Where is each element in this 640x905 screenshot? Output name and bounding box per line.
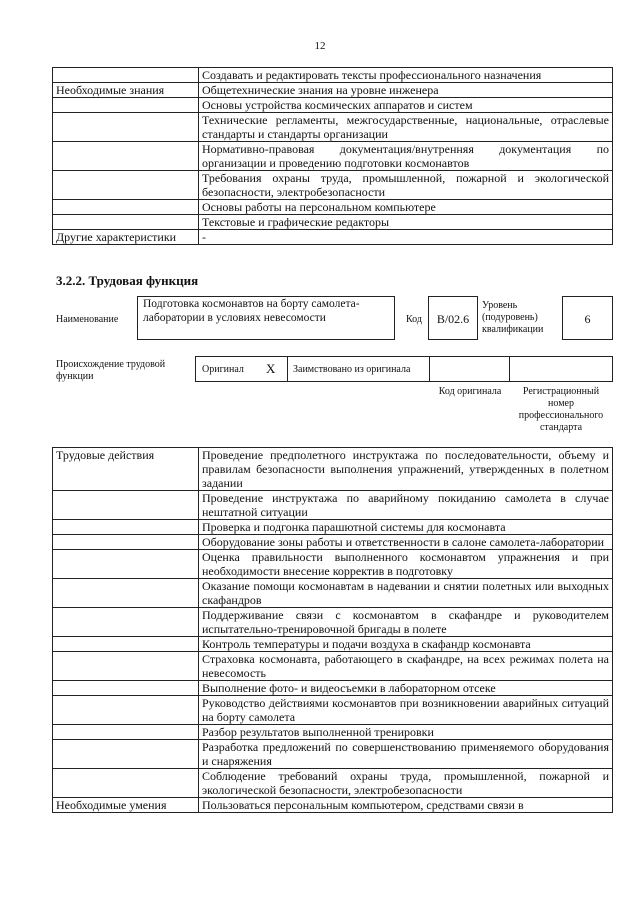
row-category [53,681,199,696]
code-original-box [429,356,510,382]
table-row [53,171,613,200]
table-row [53,98,613,113]
row-text: Поддерживание связи с космонавтом в скафандре и руководителем испытательно-тренировочной бригады в полете [199,608,613,637]
row-text: Текстовые и графические редакторы [199,215,613,230]
row-category [53,535,199,550]
row-text: Соблюдение требований охраны труда, промышленной, пожарной и экологической безопасности, электробезопасности [199,769,613,798]
row-text: Оборудование зоны работы и ответственности в салоне самолета-лаборатории [199,535,613,550]
registration-number-box [509,356,613,382]
row-text: Оценка правильности выполненного космонавтом упражнения и при необходимости внесение корректив в подготовку [199,550,613,579]
level-label: Уровень (подуровень) квалификации [482,300,544,335]
row-category [53,491,199,520]
row-category: Необходимые знания [53,83,199,98]
row-text: Проверка и подгонка парашютной системы для космонавта [199,520,613,535]
row-text: Требования охраны труда, промышленной, пожарной и экологической безопасности, электробезопасности [199,171,613,200]
code-box [428,296,478,340]
row-text: Выполнение фото- и видеосъемки в лабораторном отсеке [199,681,613,696]
row-text: Создавать и редактировать тексты профессионального назначения [199,68,613,83]
table-row [53,491,613,520]
row-text: Проведение инструктажа по аварийному покиданию самолета в случае нештатной ситуации [199,491,613,520]
qualification-level: 6 [584,312,591,326]
table-row [53,215,613,230]
row-category [53,579,199,608]
code-label: Код [406,314,422,325]
row-text: Страховка космонавта, работающего в скафандре, на всех режимах полета на невесомость [199,652,613,681]
labor-actions-table [52,447,613,813]
borrowed-label: Заимствовано из оригинала [293,364,411,375]
row-text: Нормативно-правовая документация/внутренняя документация по организации и проведению подготовки космонавтов [199,142,613,171]
row-text: Технические регламенты, межгосударственные, национальные, отраслевые стандарты и стандарты организации [199,113,613,142]
knowledge-table [52,67,613,245]
row-text: Проведение предполетного инструктажа по последовательности, объему и правилам безопасности выполнения упражнений, утвержденных в полетном задании [199,448,613,491]
row-category [53,696,199,725]
table-row [53,740,613,769]
row-category [53,652,199,681]
table-row [53,579,613,608]
function-name-box [137,296,395,340]
row-category [53,215,199,230]
row-category [53,725,199,740]
row-category: Трудовые действия [53,448,199,491]
row-text: Разработка предложений по совершенствованию применяемого оборудования и снаряжения [199,740,613,769]
row-text: Контроль температуры и подачи воздуха в скафандр космонавта [199,637,613,652]
table-row [53,652,613,681]
table-row [53,550,613,579]
row-category [53,637,199,652]
row-text: Руководство действиями космонавтов при возникновении аварийных ситуаций на борту самолета [199,696,613,725]
code-original-caption: Код оригинала [438,386,502,397]
table-row [53,681,613,696]
row-category: Другие характеристики [53,230,199,245]
row-category [53,68,199,83]
table-row [53,200,613,215]
table-row [53,68,613,83]
row-category [53,769,199,798]
table-row [53,520,613,535]
name-label: Наименование [56,314,119,325]
row-category [53,608,199,637]
table-row [53,83,613,98]
row-category [53,142,199,171]
table-row [53,113,613,142]
table-row [53,696,613,725]
table-row [53,608,613,637]
function-name: Подготовка космонавтов на борту самолета-лаборатории в условиях невесомости [143,298,360,324]
row-category [53,113,199,142]
table-row [53,725,613,740]
row-category [53,98,199,113]
table-row [53,637,613,652]
level-box [562,296,613,340]
table-row [53,448,613,491]
table-row [53,535,613,550]
original-label: Оригинал [202,364,244,375]
section-title: 3.2.2. Трудовая функция [56,273,199,288]
table-row [53,142,613,171]
row-text: Оказание помощи космонавтам в надевании и снятии полетных или выходных скафандров [199,579,613,608]
row-category: Необходимые умения [53,798,199,813]
row-text: Пользоваться персональным компьютером, средствами связи в [199,798,613,813]
table-row [53,798,613,813]
table-row [53,769,613,798]
row-text: Основы работы на персональном компьютере [199,200,613,215]
row-category [53,550,199,579]
original-mark: X [266,361,276,376]
registration-number-caption: Регистрационный номер профессионального стандарта [518,386,604,433]
table-row [53,230,613,245]
row-text: - [199,230,613,245]
row-text: Разбор результатов выполненной тренировки [199,725,613,740]
row-category [53,740,199,769]
row-text: Основы устройства космических аппаратов и систем [199,98,613,113]
function-code: B/02.6 [436,312,470,326]
row-category [53,520,199,535]
origin-label: Происхождение трудовой функции [56,359,166,382]
row-category [53,200,199,215]
page-number: 12 [314,40,326,52]
row-category [53,171,199,200]
row-text: Общетехнические знания на уровне инженера [199,83,613,98]
